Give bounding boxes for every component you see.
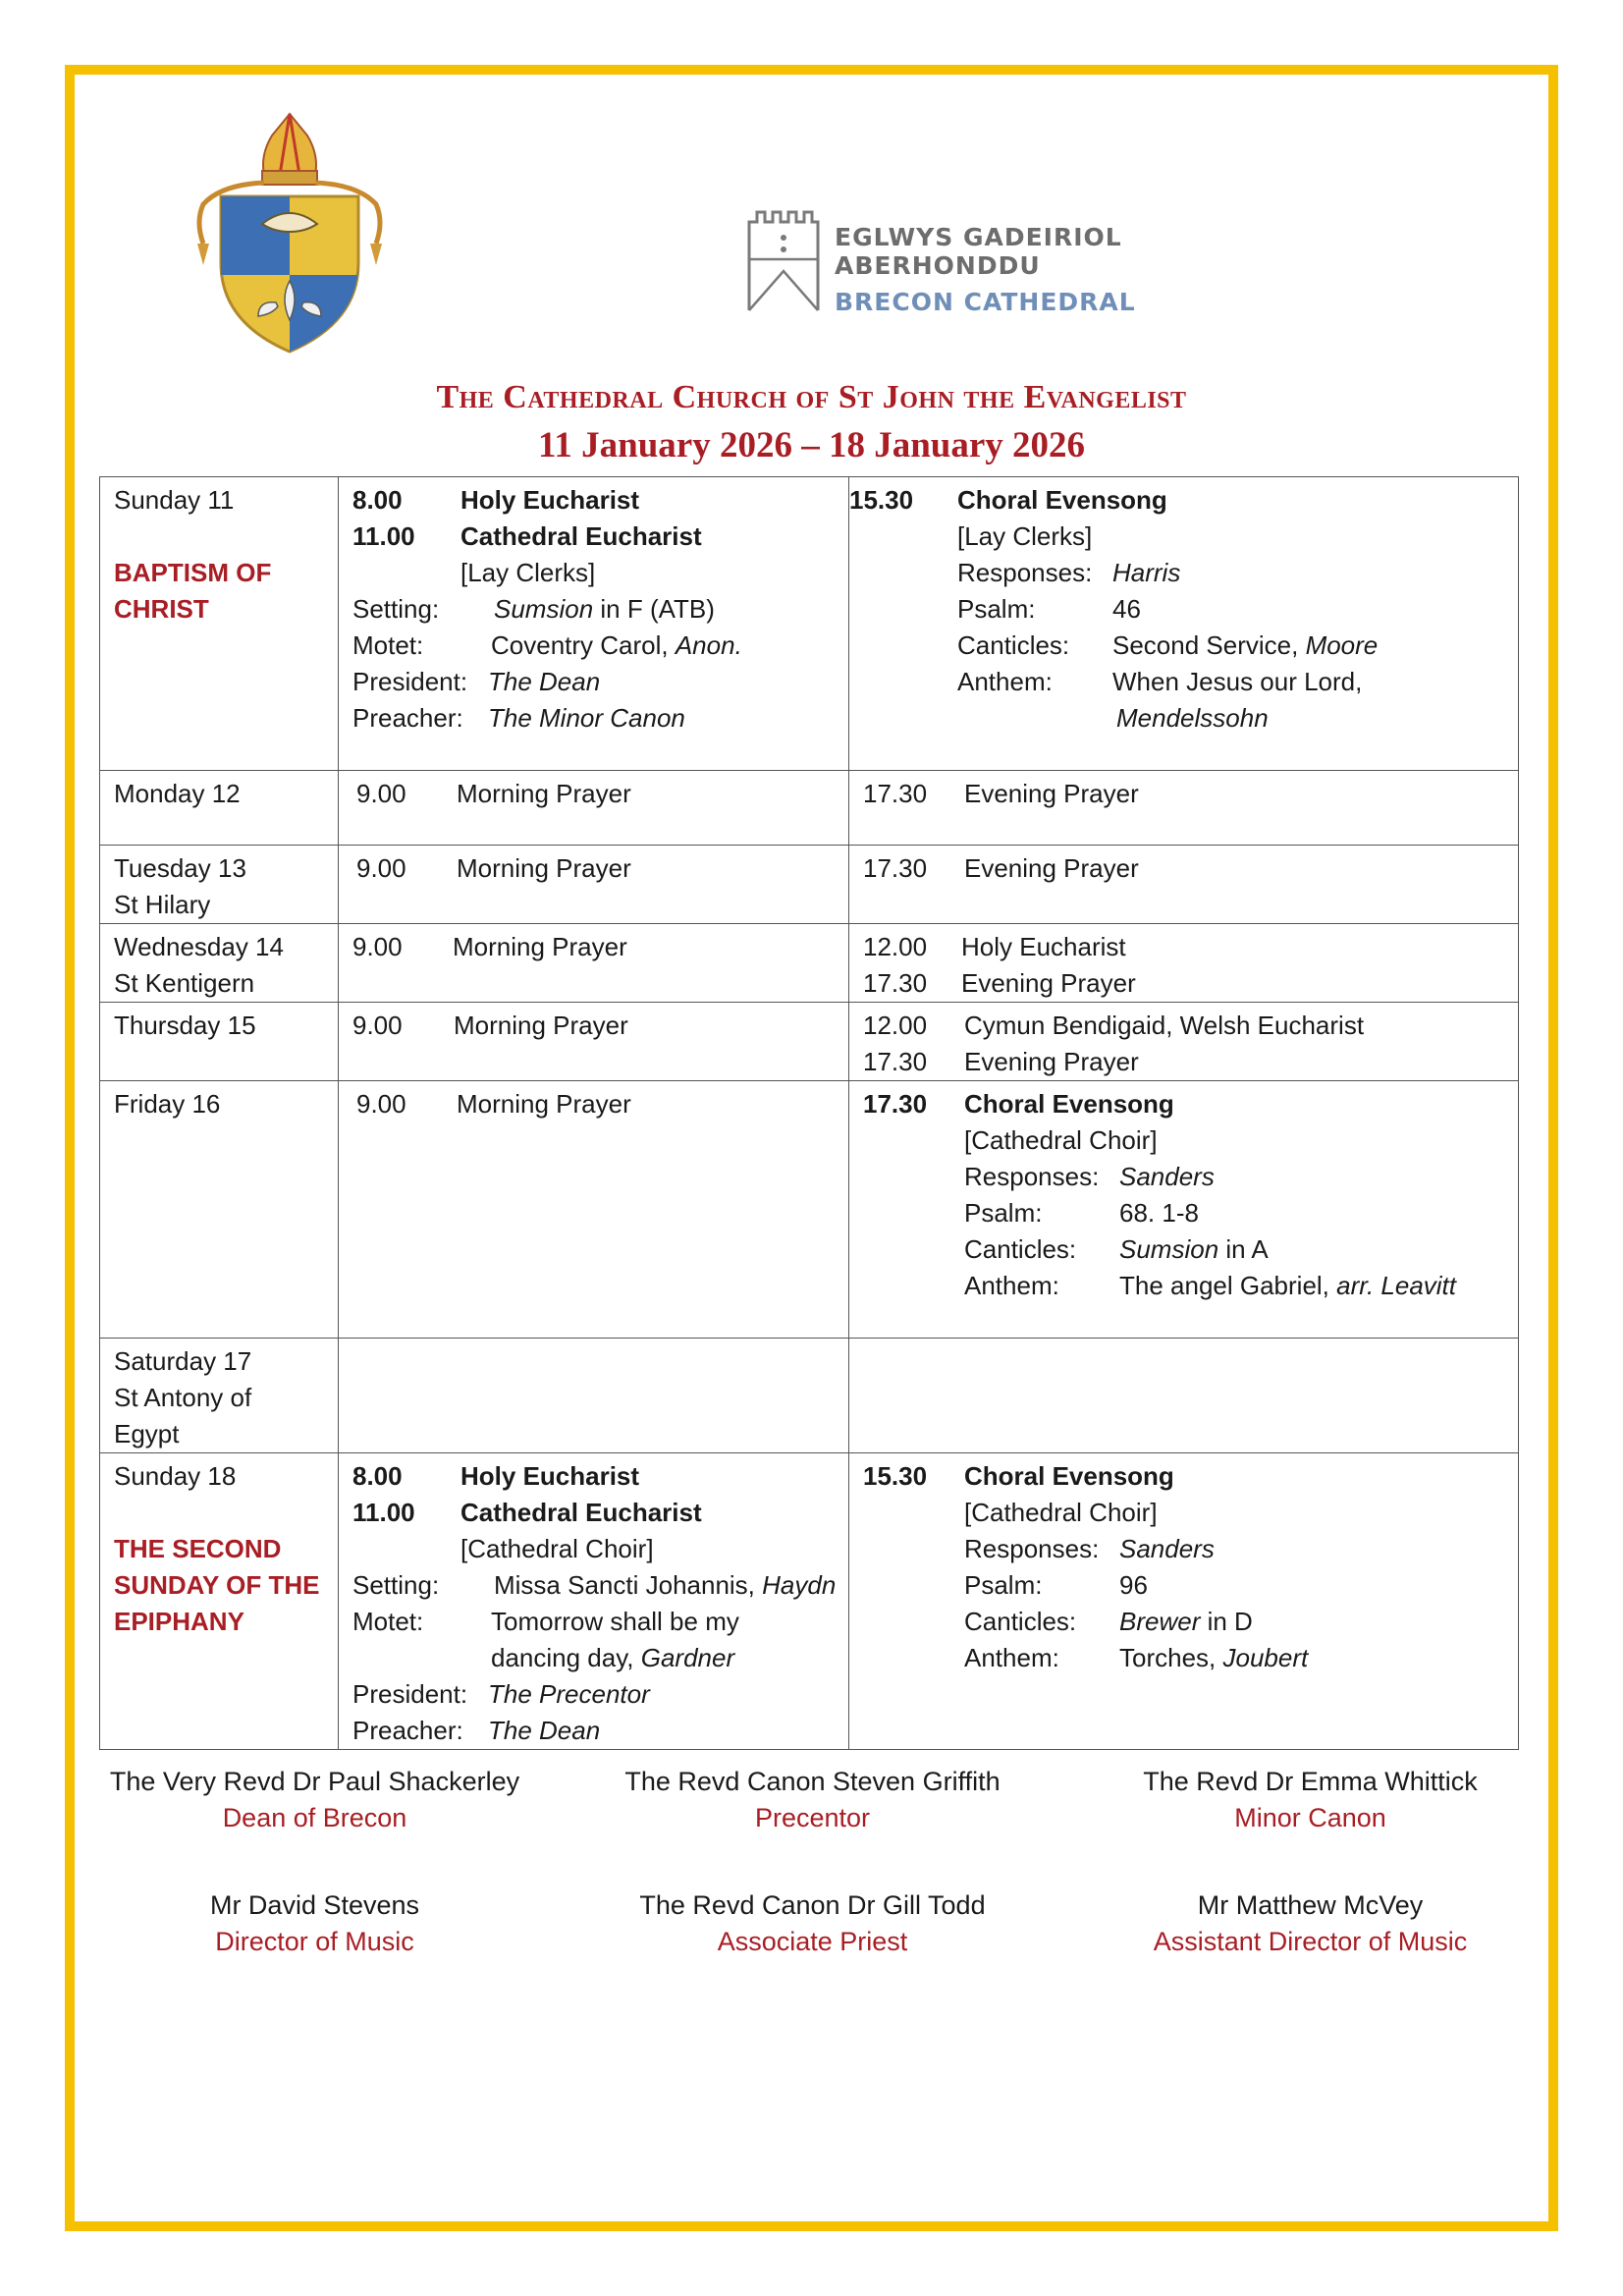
table-row <box>100 924 1519 1003</box>
service-name: Morning Prayer <box>453 932 627 961</box>
service-schedule-table <box>99 476 1519 1750</box>
preacher-label: Preacher: <box>352 703 463 733</box>
table-row <box>100 846 1519 924</box>
responses-label: Responses: <box>964 1534 1100 1563</box>
service-time: 17.30 <box>863 1089 928 1119</box>
service-name: Choral Evensong <box>964 1461 1174 1491</box>
staff-role: Precentor <box>754 1803 871 1832</box>
setting-composer: Sumsion <box>494 594 594 624</box>
service-name: Choral Evensong <box>964 1089 1174 1119</box>
day-label: Friday 16 <box>114 1089 221 1119</box>
table-row <box>100 1453 1519 1750</box>
service-time: 11.00 <box>352 1498 415 1527</box>
staff-entry <box>1061 1887 1559 1960</box>
responses-value: Sanders <box>1119 1162 1215 1191</box>
anthem-composer: Mendelssohn <box>1116 703 1269 733</box>
service-time: 17.30 <box>863 968 928 998</box>
service-time: 8.00 <box>352 485 403 515</box>
feast-label: BAPTISM OF CHRIST <box>114 558 272 624</box>
day-label: Sunday 11 <box>114 485 235 515</box>
anthem-title: Torches, <box>1119 1643 1223 1672</box>
motet-title: dancing day, <box>491 1643 641 1672</box>
choir-label: [Cathedral Choir] <box>460 1534 654 1563</box>
clergy-staff-list <box>66 1764 1559 1960</box>
day-cell <box>100 1339 339 1453</box>
service-name: Holy Eucharist <box>460 1461 640 1491</box>
evening-cell <box>849 1081 1519 1339</box>
staff-name: The Revd Dr Emma Whittick <box>1143 1767 1478 1796</box>
service-time: 15.30 <box>863 1461 928 1491</box>
canticles-composer: Moore <box>1305 630 1379 660</box>
anthem-composer: arr. Leavitt <box>1336 1271 1457 1300</box>
evening-cell <box>849 771 1519 846</box>
service-name: Evening Prayer <box>964 1047 1139 1076</box>
service-name: Morning Prayer <box>454 1011 628 1040</box>
morning-cell <box>339 1339 849 1453</box>
president-name: The Dean <box>488 667 601 696</box>
service-time: 17.30 <box>863 779 928 808</box>
table-row <box>100 1003 1519 1081</box>
day-label: Monday 12 <box>114 779 241 808</box>
motet-title: Coventry Carol, <box>491 630 676 660</box>
responses-value: Sanders <box>1119 1534 1215 1563</box>
service-time: 9.00 <box>356 779 406 808</box>
brand-welsh-line2: ABERHONDDU <box>835 251 1041 280</box>
saint-label: St Antony of Egypt <box>114 1383 252 1449</box>
staff-role: Assistant Director of Music <box>1153 1927 1468 1956</box>
staff-entry <box>564 1764 1061 1836</box>
choir-label: [Cathedral Choir] <box>964 1125 1158 1155</box>
staff-role: Associate Priest <box>717 1927 908 1956</box>
psalm-value: 68. 1-8 <box>1119 1198 1199 1228</box>
service-name: Cathedral Eucharist <box>460 521 702 551</box>
service-time: 12.00 <box>863 932 928 961</box>
morning-cell <box>339 924 849 1003</box>
service-time: 8.00 <box>352 1461 403 1491</box>
day-cell <box>100 924 339 1003</box>
day-cell <box>100 846 339 924</box>
service-time: 12.00 <box>863 1011 928 1040</box>
setting-value: in F (ATB) <box>593 594 715 624</box>
evening-cell <box>849 924 1519 1003</box>
anthem-title: When Jesus our Lord, <box>1112 667 1363 696</box>
brand-welsh-line1: EGLWYS GADEIRIOL <box>835 223 1122 251</box>
preacher-name: The Dean <box>488 1716 601 1745</box>
staff-entry <box>1061 1764 1559 1836</box>
responses-value: Harris <box>1112 558 1181 587</box>
day-label: Saturday 17 <box>114 1346 252 1376</box>
motet-composer: Anon. <box>675 630 742 660</box>
canticles-label: Canticles: <box>964 1607 1077 1636</box>
saint-label: St Hilary <box>114 890 211 919</box>
psalm-value: 96 <box>1119 1570 1148 1600</box>
psalm-value: 46 <box>1112 594 1141 624</box>
setting-label: Setting: <box>352 1570 440 1600</box>
saint-label: St Kentigern <box>114 968 255 998</box>
responses-label: Responses: <box>957 558 1093 587</box>
evening-cell <box>849 477 1519 771</box>
anthem-label: Anthem: <box>964 1643 1059 1672</box>
setting-title: Missa Sancti Johannis, <box>494 1570 763 1600</box>
motet-label: Motet: <box>352 1607 424 1636</box>
anthem-label: Anthem: <box>957 667 1053 696</box>
motet-label: Motet: <box>352 630 424 660</box>
day-cell <box>100 771 339 846</box>
psalm-label: Psalm: <box>957 594 1036 624</box>
day-cell <box>100 1003 339 1081</box>
day-cell <box>100 1081 339 1339</box>
choir-label: [Cathedral Choir] <box>964 1498 1158 1527</box>
service-name: Evening Prayer <box>961 968 1136 998</box>
morning-cell <box>339 771 849 846</box>
service-name: Morning Prayer <box>457 1089 631 1119</box>
staff-name: The Revd Canon Dr Gill Todd <box>639 1890 986 1920</box>
date-range: 11 January 2026 – 18 January 2026 <box>537 425 1086 465</box>
day-label: Tuesday 13 <box>114 853 246 883</box>
canticles-title: Second Service, <box>1112 630 1306 660</box>
page-title: The Cathedral Church of St John the Evangelist <box>436 379 1187 415</box>
table-row <box>100 771 1519 846</box>
canticles-value: in D <box>1200 1607 1253 1636</box>
service-time: 9.00 <box>356 1089 406 1119</box>
service-name: Holy Eucharist <box>460 485 640 515</box>
staff-entry <box>66 1887 564 1960</box>
anthem-title: The angel Gabriel, <box>1119 1271 1337 1300</box>
service-time: 9.00 <box>352 932 403 961</box>
motet-composer: Gardner <box>640 1643 735 1672</box>
psalm-label: Psalm: <box>964 1198 1043 1228</box>
day-label: Thursday 15 <box>114 1011 256 1040</box>
service-name: Cathedral Eucharist <box>460 1498 702 1527</box>
evening-cell <box>849 846 1519 924</box>
psalm-label: Psalm: <box>964 1570 1043 1600</box>
motet-title: Tomorrow shall be my <box>491 1607 739 1636</box>
staff-role: Minor Canon <box>1234 1803 1386 1832</box>
responses-label: Responses: <box>964 1162 1100 1191</box>
service-time: 17.30 <box>863 1047 928 1076</box>
anthem-label: Anthem: <box>964 1271 1059 1300</box>
table-row <box>100 1081 1519 1339</box>
service-name: Evening Prayer <box>964 779 1139 808</box>
canticles-value: in A <box>1218 1234 1269 1264</box>
day-cell <box>100 1453 339 1750</box>
morning-cell <box>339 1003 849 1081</box>
service-name: Holy Eucharist <box>961 932 1126 961</box>
service-time: 9.00 <box>352 1011 403 1040</box>
staff-entry <box>66 1764 564 1836</box>
canticles-label: Canticles: <box>964 1234 1077 1264</box>
service-name: Cymun Bendigaid, Welsh Eucharist <box>964 1011 1365 1040</box>
canticles-composer: Brewer <box>1119 1607 1201 1636</box>
brand-english: BRECON CATHEDRAL <box>835 288 1136 316</box>
evening-cell <box>849 1003 1519 1081</box>
staff-role: Director of Music <box>215 1927 414 1956</box>
president-label: President: <box>352 667 468 696</box>
staff-role: Dean of Brecon <box>222 1803 407 1832</box>
evening-cell <box>849 1453 1519 1750</box>
morning-cell <box>339 846 849 924</box>
setting-composer: Haydn <box>762 1570 837 1600</box>
preacher-label: Preacher: <box>352 1716 463 1745</box>
service-name: Morning Prayer <box>457 779 631 808</box>
day-cell <box>100 477 339 771</box>
service-name: Morning Prayer <box>457 853 631 883</box>
cathedral-logo <box>743 208 1156 321</box>
choir-label: [Lay Clerks] <box>957 521 1093 551</box>
president-label: President: <box>352 1679 468 1709</box>
service-time: 9.00 <box>356 853 406 883</box>
diocesan-crest-icon <box>182 106 398 356</box>
service-time: 11.00 <box>352 521 415 551</box>
table-row <box>100 477 1519 771</box>
service-time: 17.30 <box>863 853 928 883</box>
morning-cell <box>339 1081 849 1339</box>
day-label: Wednesday 14 <box>114 932 284 961</box>
preacher-name: The Minor Canon <box>488 703 685 733</box>
morning-cell <box>339 1453 849 1750</box>
evening-cell <box>849 1339 1519 1453</box>
staff-name: The Very Revd Dr Paul Shackerley <box>109 1767 520 1796</box>
staff-name: Mr David Stevens <box>209 1890 420 1920</box>
service-name: Evening Prayer <box>964 853 1139 883</box>
service-time: 15.30 <box>849 485 914 515</box>
staff-name: Mr Matthew McVey <box>1197 1890 1424 1920</box>
cathedral-tower-icon <box>743 208 824 316</box>
staff-name: The Revd Canon Steven Griffith <box>624 1767 1001 1796</box>
setting-label: Setting: <box>352 594 440 624</box>
choir-label: [Lay Clerks] <box>460 558 596 587</box>
staff-entry <box>564 1887 1061 1960</box>
table-row <box>100 1339 1519 1453</box>
service-name: Choral Evensong <box>957 485 1167 515</box>
canticles-label: Canticles: <box>957 630 1070 660</box>
morning-cell <box>339 477 849 771</box>
president-name: The Precentor <box>488 1679 650 1709</box>
feast-label: THE SECOND SUNDAY OF THE EPIPHANY <box>114 1534 320 1636</box>
day-label: Sunday 18 <box>114 1461 237 1491</box>
canticles-composer: Sumsion <box>1119 1234 1219 1264</box>
anthem-composer: Joubert <box>1222 1643 1309 1672</box>
